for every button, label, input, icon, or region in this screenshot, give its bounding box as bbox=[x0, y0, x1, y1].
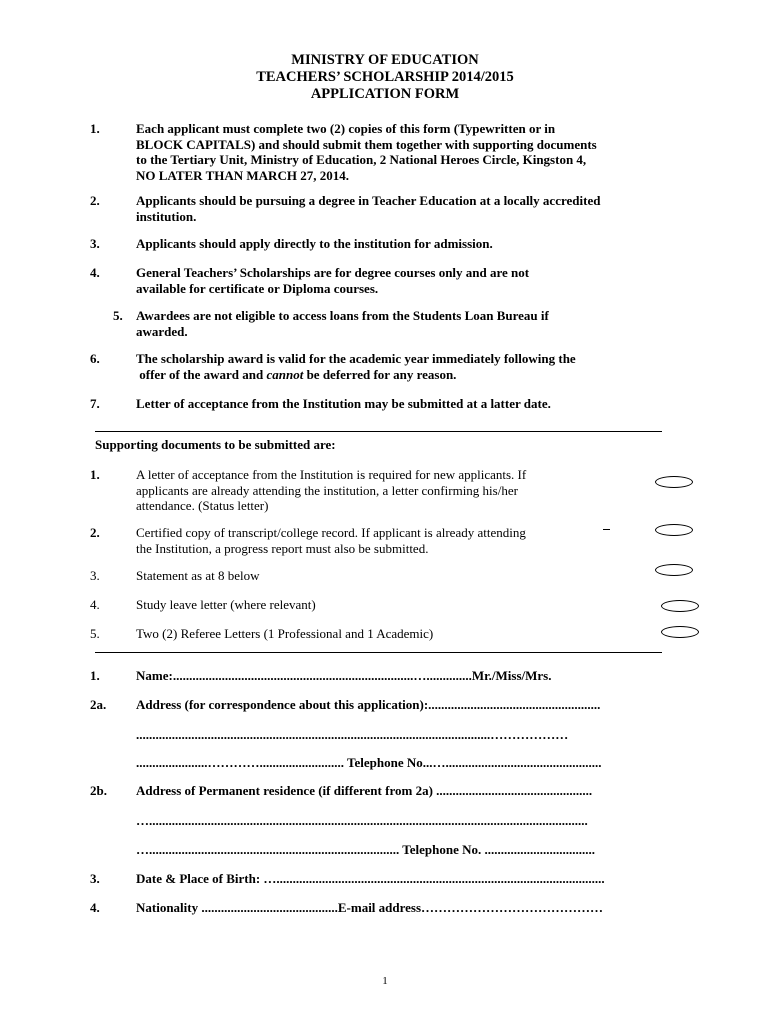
text-line: Statement as at 8 below bbox=[136, 568, 260, 583]
text-line: NO LATER THAN MARCH 27, 2014. bbox=[136, 167, 349, 183]
text-line: BLOCK CAPITALS) and should submit them together with supporting documents bbox=[136, 136, 597, 152]
checkbox-oval[interactable] bbox=[655, 564, 693, 576]
text-line: Applicants should be pursuing a degree in Teacher Education at a locally accredited bbox=[136, 193, 601, 208]
instruction-text bbox=[136, 121, 597, 183]
supporting-number: 1. bbox=[90, 467, 100, 482]
programme-title: TEACHERS’ SCHOLARSHIP 2014/2015 bbox=[256, 69, 514, 85]
form-title: APPLICATION FORM bbox=[310, 86, 460, 102]
text-line: Study leave letter (where relevant) bbox=[136, 597, 316, 612]
field-number: 1. bbox=[90, 668, 100, 683]
text-line: Two (2) Referee Letters (1 Professional and 1 Academic) bbox=[136, 626, 434, 641]
supporting-number: 3. bbox=[90, 568, 100, 583]
instruction-text bbox=[136, 351, 576, 382]
text-line: Each applicant must complete two (2) copies of this form (Typewritten or in bbox=[136, 121, 556, 136]
checkbox-oval[interactable] bbox=[661, 626, 699, 638]
instruction-number: 3. bbox=[90, 236, 100, 251]
field-number: 3. bbox=[90, 871, 100, 886]
emphasis-text: cannot bbox=[266, 366, 304, 382]
supporting-text bbox=[136, 597, 316, 613]
page-number: 1 bbox=[382, 975, 388, 987]
instruction-number: 4. bbox=[90, 265, 100, 280]
text-line: A letter of acceptance from the Institution is required for new applicants. If bbox=[136, 467, 527, 482]
supporting-text bbox=[136, 568, 259, 584]
permanent-telephone-field[interactable]: …............................................................................. Telephone No. .................................. bbox=[136, 842, 595, 857]
text-line: applicants are already attending the institution, a letter confirming his/her bbox=[136, 482, 518, 498]
telephone-field[interactable]: ......................………….......................... Telephone No...…................................................ bbox=[136, 755, 602, 770]
text-line: awarded. bbox=[136, 323, 188, 339]
checkbox-oval[interactable] bbox=[655, 476, 693, 488]
text-line: General Teachers’ Scholarships are for degree courses only and are not bbox=[136, 265, 530, 280]
text-line: attendance. (Status letter) bbox=[136, 498, 269, 513]
text-line: to the Tertiary Unit, Ministry of Education, 2 National Heroes Circle, Kingston 4, bbox=[136, 152, 587, 167]
supporting-number: 5. bbox=[90, 626, 100, 641]
instruction-text bbox=[136, 236, 493, 252]
supporting-text bbox=[136, 525, 526, 556]
correspondence-address-line[interactable]: .............................................................................................................……………… bbox=[136, 727, 569, 742]
instruction-text bbox=[136, 396, 551, 412]
text-fragment: offer of the award and bbox=[136, 366, 267, 382]
instruction-number: 1. bbox=[90, 121, 100, 136]
text-line: The scholarship award is valid for the academic year immediately following the bbox=[136, 351, 576, 366]
text-line: the Institution, a progress report must also be submitted. bbox=[136, 540, 429, 556]
supporting-heading: Supporting documents to be submitted are: bbox=[95, 437, 336, 452]
text-line: Applicants should apply directly to the institution for admission. bbox=[136, 236, 493, 251]
divider bbox=[95, 431, 662, 432]
instruction-text bbox=[136, 193, 600, 224]
text-line: Certified copy of transcript/college record. If applicant is already attending bbox=[136, 525, 526, 540]
instruction-number: 5. bbox=[113, 308, 123, 323]
permanent-address-field[interactable]: Address of Permanent residence (if different from 2a) ................................................ bbox=[136, 783, 593, 798]
instruction-number: 7. bbox=[90, 396, 100, 411]
instruction-text bbox=[136, 308, 549, 339]
correspondence-address-field[interactable]: Address (for correspondence about this application):..................................................... bbox=[136, 697, 601, 712]
name-field[interactable]: Name:..........................................................................…..............Mr./Miss/Mrs. bbox=[136, 668, 552, 683]
field-number: 2a. bbox=[90, 697, 107, 712]
supporting-text bbox=[136, 467, 526, 514]
field-number: 2b. bbox=[90, 783, 107, 798]
permanent-address-line[interactable]: …....................................................................................................................................... bbox=[136, 813, 588, 828]
text-line bbox=[136, 367, 576, 383]
field-number: 4. bbox=[90, 900, 100, 915]
instruction-text bbox=[136, 265, 529, 296]
nationality-email-field[interactable]: Nationality ..........................................E-mail address…………………………………… bbox=[136, 900, 604, 915]
text-line: Letter of acceptance from the Institution may be submitted at a latter date. bbox=[136, 396, 551, 411]
supporting-number: 2. bbox=[90, 525, 100, 540]
supporting-text bbox=[136, 626, 433, 642]
dash-mark bbox=[603, 529, 610, 530]
text-line: institution. bbox=[136, 208, 197, 224]
supporting-number: 4. bbox=[90, 597, 100, 612]
text-line: Awardees are not eligible to access loans from the Students Loan Bureau if bbox=[136, 308, 549, 323]
divider bbox=[95, 652, 662, 653]
text-fragment: be deferred for any reason. bbox=[303, 366, 457, 382]
birth-date-place-field[interactable]: Date & Place of Birth: …..................................................................................................... bbox=[136, 871, 605, 886]
instruction-number: 6. bbox=[90, 351, 100, 366]
checkbox-oval[interactable] bbox=[655, 524, 693, 536]
instruction-number: 2. bbox=[90, 193, 100, 208]
checkbox-oval[interactable] bbox=[661, 600, 699, 612]
text-line: available for certificate or Diploma courses. bbox=[136, 280, 379, 296]
ministry-title: MINISTRY OF EDUCATION bbox=[291, 52, 479, 68]
